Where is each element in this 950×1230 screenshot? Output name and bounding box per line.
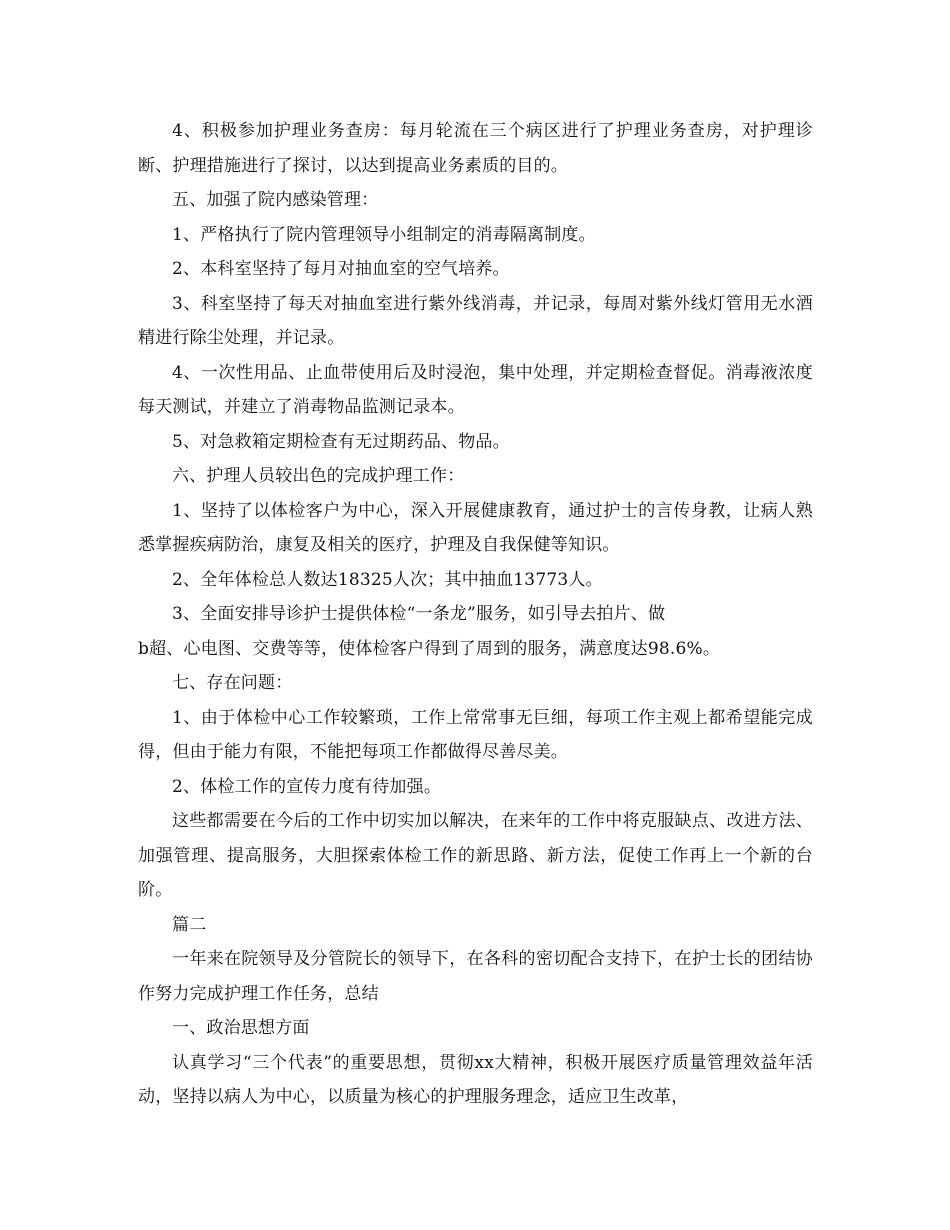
section-heading-infection-control: 五、加强了院内感染管理： [172,190,379,210]
document-body [138,114,813,1115]
paragraph-first-aid-kit: 5、对急救箱定期检查有无过期药品、物品。 [172,431,510,452]
paragraph-problem-2: 2、体检工作的宣传力度有待加强。 [172,776,442,797]
section-heading-part-two: 篇二 [172,914,207,935]
paragraph-checkrounds: 4、积极参加护理业务查房：每月轮流在三个病区进行了护理业务查房，对护理诊断、护理措施进行了探讨，以达到提高业务素质的目的。 [138,121,813,176]
section-heading-nursing-work: 六、护理人员较出色的完成护理工作： [172,466,465,486]
paragraph-guide-service-part1: 3、全面安排导诊护士提供体检“一条龙”服务，如引导去拍片、做 [172,604,666,624]
paragraph-problem-1: 1、由于体检中心工作较繁琐，工作上常常事无巨细，每项工作主观上都希望能完成得，但由于能力有限，不能把每项工作都做得尽善尽美。 [138,707,813,762]
section-heading-problems: 七、存在问题： [172,673,293,693]
paragraph-guide-service-part2: b超、心电图、交费等等，使体检客户得到了周到的服务，满意度达98.6%。 [138,638,721,659]
paragraph-political-study: 认真学习“三个代表”的重要思想，贯彻xx大精神，积极开展医疗质量管理效益年活动，坚持以病人为中心，以质量为核心的护理服务理念，适应卫生改革， [138,1052,813,1107]
paragraph-disposables: 4、一次性用品、止血带使用后及时浸泡，集中处理，并定期检查督促。消毒液浓度每天测试，并建立了消毒物品监测记录本。 [138,362,813,417]
paragraph-annual-statistics: 2、全年体检总人数达18325人次；其中抽血13773人。 [172,569,603,590]
paragraph-part-two-intro: 一年来在院领导及分管院长的领导下，在各科的密切配合支持下，在护士长的团结协作努力完成护理工作任务，总结 [138,949,813,1004]
paragraph-uv-disinfection: 3、科室坚持了每天对抽血室进行紫外线消毒，并记录，每周对紫外线灯管用无水酒精进行除尘处理，并记录。 [138,293,813,348]
paragraph-health-education: 1、坚持了以体检客户为中心，深入开展健康教育，通过护士的言传身教，让病人熟悉掌握疾病防治，康复及相关的医疗，护理及自我保健等知识。 [138,500,813,555]
section-heading-political: 一、政治思想方面 [172,1018,310,1038]
paragraph-disinfection-system: 1、严格执行了院内管理领导小组制定的消毒隔离制度。 [172,224,596,245]
paragraph-air-culture: 2、本科室坚持了每月对抽血室的空气培养。 [172,259,510,279]
paragraph-conclusion: 这些都需要在今后的工作中切实加以解决，在来年的工作中将克服缺点、改进方法、加强管理、提高服务，大胆探索体检工作的新思路、新方法，促使工作再上一个新的台阶。 [138,811,813,900]
